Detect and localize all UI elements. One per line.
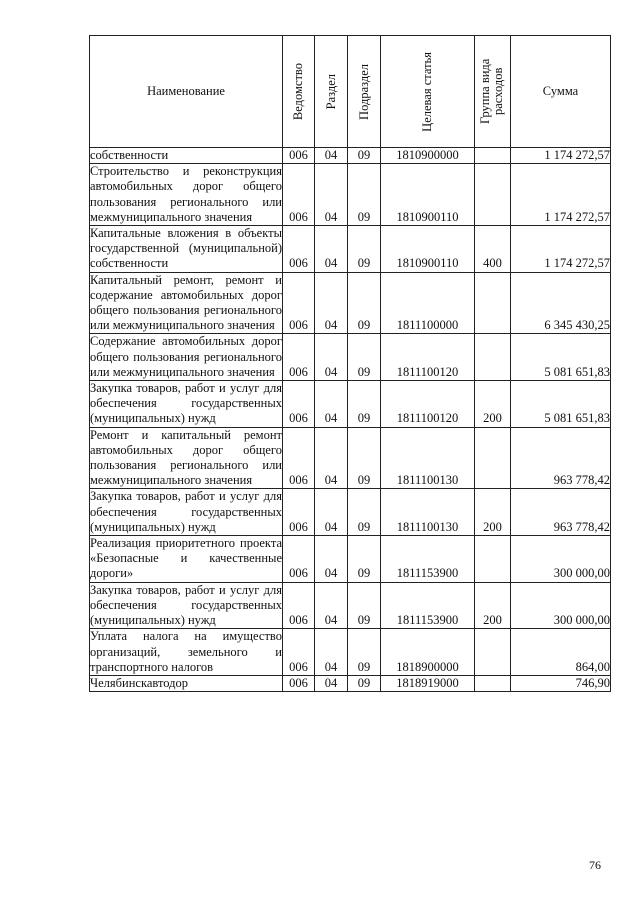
cell-section: 04 [315,582,348,629]
column-header-name: Наименование [90,36,283,148]
cell-department: 006 [283,164,315,226]
cell-name: Челябинскавтодор [90,675,283,691]
cell-sum: 1 174 272,57 [511,226,611,273]
cell-target-article: 1818919000 [381,675,475,691]
cell-name: Реализация приоритетного проекта «Безопасные и качественные дороги» [90,536,282,581]
cell-expense-group: 200 [475,489,511,536]
cell-section: 04 [315,148,348,164]
cell-sum: 746,90 [511,675,611,691]
cell-sum: 963 778,42 [511,427,611,489]
cell-section: 04 [315,226,348,273]
table-row [90,164,611,226]
cell-department: 006 [283,536,315,583]
budget-table [89,35,611,692]
table-row [90,675,611,691]
column-header-sum: Сумма [511,36,611,148]
cell-department: 006 [283,582,315,629]
cell-target-article: 1811100130 [381,427,475,489]
cell-section: 04 [315,489,348,536]
header-row [90,36,611,148]
cell-subsection: 09 [348,675,381,691]
cell-expense-group [475,164,511,226]
cell-name: Содержание автомобильных дорог общего пользования регионального или межмуниципального значения [90,334,282,379]
cell-target-article: 1811100130 [381,489,475,536]
cell-section: 04 [315,675,348,691]
table-row [90,148,611,164]
cell-name: Капитальный ремонт, ремонт и содержание автомобильных дорог общего пользования регионального или межмуниципального значения [90,272,282,333]
cell-section: 04 [315,164,348,226]
cell-expense-group [475,427,511,489]
column-header-section: Раздел [315,36,348,148]
cell-subsection: 09 [348,629,381,676]
cell-expense-group: 400 [475,226,511,273]
cell-subsection: 09 [348,226,381,273]
cell-name: Закупка товаров, работ и услуг для обеспечения государственных (муниципальных) нужд [90,582,282,628]
cell-target-article: 1810900110 [381,226,475,273]
cell-department: 006 [283,489,315,536]
column-header-department: Ведомство [283,36,315,148]
cell-subsection: 09 [348,427,381,489]
cell-expense-group [475,629,511,676]
cell-department: 006 [283,381,315,428]
cell-name: Закупка товаров, работ и услуг для обеспечения государственных (муниципальных) нужд [90,381,282,426]
cell-department: 006 [283,148,315,164]
table-row [90,427,611,489]
cell-sum: 5 081 651,83 [511,334,611,381]
cell-section: 04 [315,381,348,428]
cell-section: 04 [315,629,348,676]
cell-subsection: 09 [348,582,381,629]
table-row [90,536,611,583]
cell-sum: 5 081 651,83 [511,381,611,428]
cell-subsection: 09 [348,164,381,226]
column-header-expense-group: Группа вида расходов [475,36,511,148]
cell-expense-group [475,536,511,583]
cell-expense-group: 200 [475,582,511,629]
cell-name: Капитальные вложения в объекты государственной (муниципальной) собственности [90,226,282,271]
cell-department: 006 [283,675,315,691]
table-row [90,629,611,676]
table-row [90,334,611,381]
cell-sum: 300 000,00 [511,582,611,629]
column-header-subsection: Подраздел [348,36,381,148]
cell-name: Закупка товаров, работ и услуг для обеспечения государственных (муниципальных) нужд [90,489,282,534]
cell-target-article: 1811153900 [381,582,475,629]
cell-sum: 6 345 430,25 [511,272,611,334]
cell-expense-group [475,272,511,334]
cell-name: Ремонт и капитальный ремонт автомобильных дорог общего пользования регионального или межмуниципального значения [90,427,282,488]
cell-sum: 864,00 [511,629,611,676]
cell-expense-group [475,334,511,381]
table-row [90,582,611,629]
cell-expense-group [475,675,511,691]
column-header-target-article: Целевая статья [381,36,475,148]
cell-expense-group [475,148,511,164]
cell-department: 006 [283,427,315,489]
cell-section: 04 [315,272,348,334]
cell-expense-group: 200 [475,381,511,428]
cell-target-article: 1818900000 [381,629,475,676]
cell-department: 006 [283,226,315,273]
cell-department: 006 [283,629,315,676]
cell-department: 006 [283,334,315,381]
cell-target-article: 1811153900 [381,536,475,583]
cell-section: 04 [315,536,348,583]
cell-subsection: 09 [348,536,381,583]
table-row [90,272,611,334]
page-number: 76 [589,858,601,872]
cell-sum: 963 778,42 [511,489,611,536]
cell-name: собственности [90,148,283,164]
table-row [90,381,611,428]
cell-section: 04 [315,334,348,381]
cell-department: 006 [283,272,315,334]
cell-subsection: 09 [348,272,381,334]
cell-subsection: 09 [348,148,381,164]
cell-subsection: 09 [348,489,381,536]
cell-sum: 300 000,00 [511,536,611,583]
cell-target-article: 1810900110 [381,164,475,226]
cell-target-article: 1811100000 [381,272,475,334]
cell-section: 04 [315,427,348,489]
cell-target-article: 1811100120 [381,334,475,381]
cell-sum: 1 174 272,57 [511,164,611,226]
cell-subsection: 09 [348,381,381,428]
cell-sum: 1 174 272,57 [511,148,611,164]
cell-name: Уплата налога на имущество организаций, земельного и транспортного налогов [90,629,282,674]
table-row [90,226,611,273]
cell-subsection: 09 [348,334,381,381]
cell-target-article: 1811100120 [381,381,475,428]
cell-name: Строительство и реконструкция автомобильных дорог общего пользования регионального или межмуниципального значения [90,164,282,224]
cell-target-article: 1810900000 [381,148,475,164]
table-row [90,489,611,536]
